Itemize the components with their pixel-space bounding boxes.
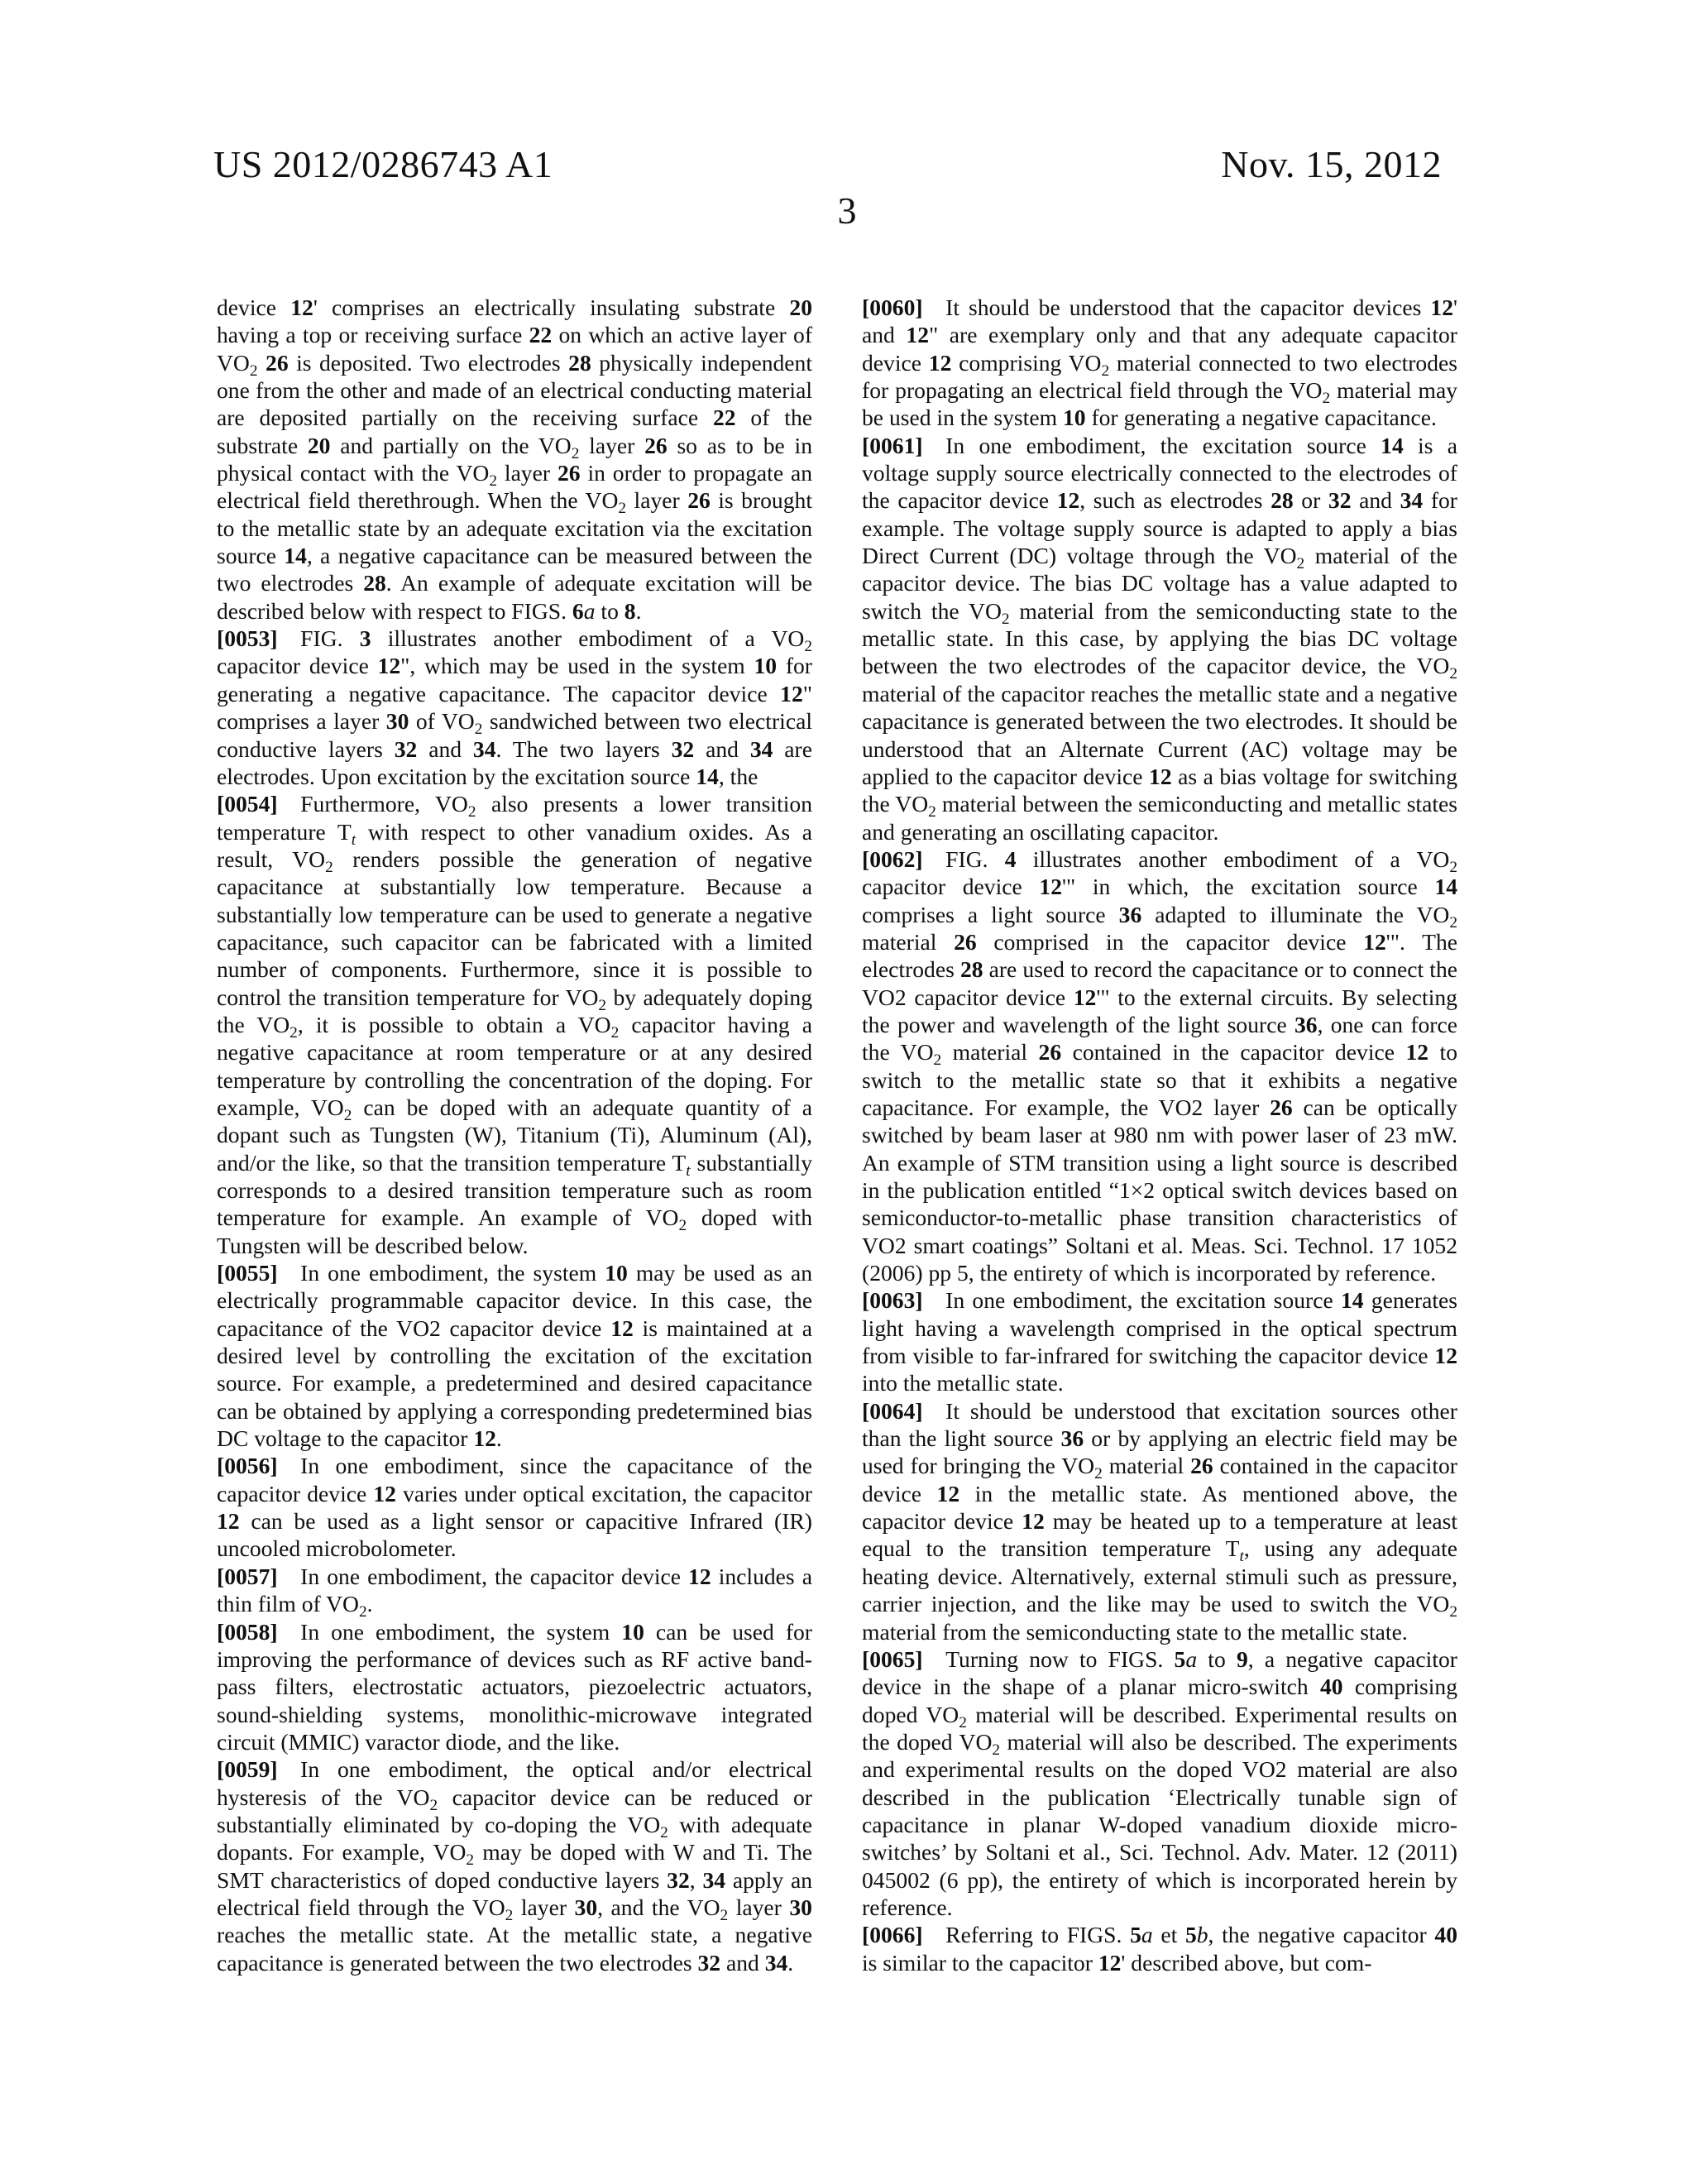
- paragraph-number: [0054]: [217, 791, 278, 817]
- paragraph: [217, 625, 812, 790]
- paragraph-number: [0059]: [217, 1756, 278, 1783]
- paragraph: [862, 294, 1457, 432]
- paragraph-number: [0057]: [217, 1563, 278, 1589]
- paragraph: [862, 1397, 1457, 1645]
- paragraph-text: It should be understood that excitation sources other than the light source 36 or by applying an electric field may be used for bringing the $VO_2$ material 26 contained in the capacitor device 12 in the metallic state. As mentioned above, the capacitor device 12 may be heated up to a temperature at least equal to the transition temperature $T_t$, using any adequate heating device. Alternatively, external stimuli such as pressure, carrier injection, and the like may be used to switch the $VO_2$ material from the semiconducting state to the metallic state.: [862, 1397, 1458, 1645]
- paragraph: [862, 845, 1457, 1287]
- paragraph-text: In one embodiment, the system 10 can be used for improving the performance of devices such as RF active band-pass filters, electrostatic actuators, piezoelectric actuators, sound-shielding systems, monolithic-microwave integrated circuit (MMIC) varactor diode, and the like.: [217, 1618, 812, 1755]
- paragraph: [217, 1755, 812, 1976]
- left-column: [217, 294, 812, 1976]
- paragraph-number: [0062]: [862, 845, 923, 872]
- paragraph: [217, 1259, 812, 1452]
- paragraph-text: FIG. 3 illustrates another embodiment of a $VO_2$ capacitor device 12", which may be used in the system 10 for generating a negative capacitance. The capacitor device 12" comprises a layer 30 of $VO_2$ sandwiched between two electrical conductive layers 32 and 34. The two layers 32 and 34 are electrodes. Upon excitation by the excitation source 14, the: [217, 625, 813, 789]
- paragraph-number: [0056]: [217, 1453, 278, 1479]
- paragraph-text: Referring to FIGS. 5a et 5b, the negative capacitor 40 is similar to the capacitor 12' described above, but com-: [862, 1922, 1458, 1976]
- paragraph-number: [0058]: [217, 1618, 278, 1645]
- paragraph-text: In one embodiment, the optical and/or electrical hysteresis of the $VO_2$ capacitor device can be reduced or substantially eliminated by co-doping the $VO_2$ with adequate dopants. For example, $VO_2$ may be doped with W and Ti. The SMT characteristics of doped conductive layers 32, 34 apply an electrical field through the $VO_2$ layer 30, and the $VO_2$ layer 30 reaches the metallic state. At the metallic state, a negative capacitance is generated between the two electrodes 32 and 34.: [217, 1756, 812, 1976]
- paragraph-number: [0066]: [862, 1922, 923, 1948]
- paragraph-text: In one embodiment, since the capacitance of the capacitor device 12 varies under optical excitation, the capacitor 12 can be used as a light sensor or capacitive Infrared (IR) uncooled microbolometer.: [217, 1453, 812, 1562]
- right-column: [862, 294, 1457, 1976]
- paragraph: [862, 1645, 1457, 1921]
- paragraph: [862, 432, 1457, 845]
- paragraph: [217, 1563, 812, 1621]
- publication-date: Nov. 15, 2012: [1221, 143, 1442, 185]
- publication-number: US 2012/0286743 A1: [213, 143, 553, 185]
- paragraph-text: In one embodiment, the system 10 may be used as an electrically programmable capacitor device. In this case, the capacitance of the VO2 capacitor device 12 is maintained at a desired level by controlling the excitation of the excitation source. For example, a predetermined and desired capacitance can be obtained by applying a corresponding predetermined bias DC voltage to the capacitor 12.: [217, 1260, 812, 1452]
- paragraph: [217, 790, 812, 1259]
- paragraph: [217, 1618, 812, 1756]
- paragraph-number: [0060]: [862, 295, 923, 320]
- page-number: 3: [837, 189, 857, 232]
- paragraph: [862, 1286, 1457, 1396]
- paragraph-text: device 12' comprises an electrically insulating substrate 20 having a top or receiving surface 22 on which an active layer of $VO_2$ 26 is deposited. Two electrodes 28 physically independent one from the other and made of an electrical conducting material are deposited partially on the receiving surface 22 of the substrate 20 and partially on the $VO_2$ layer 26 so as to be in physical contact with the $VO_2$ layer 26 in order to propagate an electrical field therethrough. When the $VO_2$ layer 26 is brought to the metallic state by an adequate excitation via the excitation source 14, a negative capacitance can be measured between the two electrodes 28. An example of adequate excitation will be described below with respect to FIGS. 6a to 8.: [217, 295, 813, 624]
- paragraph-text: It should be understood that the capacitor devices 12' and 12" are exemplary only and that any adequate capacitor device 12 comprising $VO_2$ material connected to two electrodes for propagating an electrical field through the $VO_2$ material may be used in the system 10 for generating a negative capacitance.: [862, 295, 1458, 431]
- paragraph-number: [0053]: [217, 625, 278, 652]
- paragraph: [217, 294, 812, 625]
- paragraph-number: [0065]: [862, 1645, 923, 1672]
- paragraph-text: In one embodiment, the excitation source 14 generates light having a wavelength comprised in the optical spectrum from visible to far-infrared for switching the capacitor device 12 into the metallic state.: [862, 1287, 1457, 1396]
- paragraph-text: In one embodiment, the capacitor device 12 includes a thin film of $VO_2$.: [217, 1563, 812, 1621]
- paragraph-text: In one embodiment, the excitation source 14 is a voltage supply source electrically connected to the electrodes of the capacitor device 12, such as electrodes 28 or 32 and 34 for example. The voltage supply source is adapted to apply a bias Direct Current (DC) voltage through the $VO_2$ material of the capacitor device. The bias DC voltage has a value adapted to switch the $VO_2$ material from the semiconducting state to the metallic state. In this case, by applying the bias DC voltage between the two electrodes of the capacitor device, the $VO_2$ material of the capacitor reaches the metallic state and a negative capacitance is generated between the two electrodes. It should be understood that an Alternate Current (AC) voltage may be applied to the capacitor device 12 as a bias voltage for switching the $VO_2$ material between the semiconducting and metallic states and generating an oscillating capacitor.: [862, 432, 1458, 845]
- paragraph-number: [0055]: [217, 1260, 278, 1286]
- paragraph-text: FIG. 4 illustrates another embodiment of a $VO_2$ capacitor device 12'" in which, the excitation source 14 comprises a light source 36 adapted to illuminate the $VO_2$ material 26 comprised in the capacitor device 12'". The electrodes 28 are used to record the capacitance or to connect the VO2 capacitor device 12'" to the external circuits. By selecting the power and wavelength of the light source 36, one can force the $VO_2$ material 26 contained in the capacitor device 12 to switch to the metallic state so that it exhibits a negative capacitance. For example, the VO2 layer 26 can be optically switched by beam laser at 980 nm with power laser of 23 mW. An example of STM transition using a light source is described in the publication entitled “1×2 optical switch devices based on semiconductor-to-metallic phase transition characteristics of VO2 smart coatings” Soltani et al. Meas. Sci. Technol. 17 1052 (2006) pp 5, the entirety of which is incorporated by reference.: [862, 845, 1458, 1286]
- paragraph: [862, 1921, 1457, 1976]
- paragraph-text: Furthermore, $VO_2$ also presents a lower transition temperature $T_t$ with respect to other vanadium oxides. As a result, $VO_2$ renders possible the generation of negative capacitance at substantially low temperature. Because a substantially low temperature can be used to generate a negative capacitance, such capacitor can be fabricated with a limited number of components. Furthermore, since it is possible to control the transition temperature for $VO_2$ by adequately doping the $VO_2$, it is possible to obtain a $VO_2$ capacitor having a negative capacitance at room temperature or at any desired temperature by controlling the concentration of the doping. For example, $VO_2$ can be doped with an adequate quantity of a dopant such as Tungsten (W), Titanium (Ti), Aluminum (Al), and/or the like, so that the transition temperature $T_t$ substantially corresponds to a desired transition temperature such as room temperature for example. An example of $VO_2$ doped with Tungsten will be described below.: [217, 791, 813, 1258]
- paragraph-text: Turning now to FIGS. 5a to 9, a negative capacitor device in the shape of a planar micro-switch 40 comprising doped $VO_2$ material will be described. Experimental results on the doped $VO_2$ material will also be described. The experiments and experimental results on the doped VO2 material are also described in the publication ‘Electrically tunable sign of capacitance in planar W-doped vanadium dioxide micro-switches’ by Soltani et al., Sci. Technol. Adv. Mater. 12 (2011) 045002 (6 pp), the entirety of which is incorporated herein by reference.: [862, 1645, 1457, 1920]
- paragraph-number: [0063]: [862, 1287, 923, 1314]
- paragraph-number: [0064]: [862, 1397, 923, 1424]
- paragraph-number: [0061]: [862, 432, 923, 458]
- paragraph: [217, 1452, 812, 1562]
